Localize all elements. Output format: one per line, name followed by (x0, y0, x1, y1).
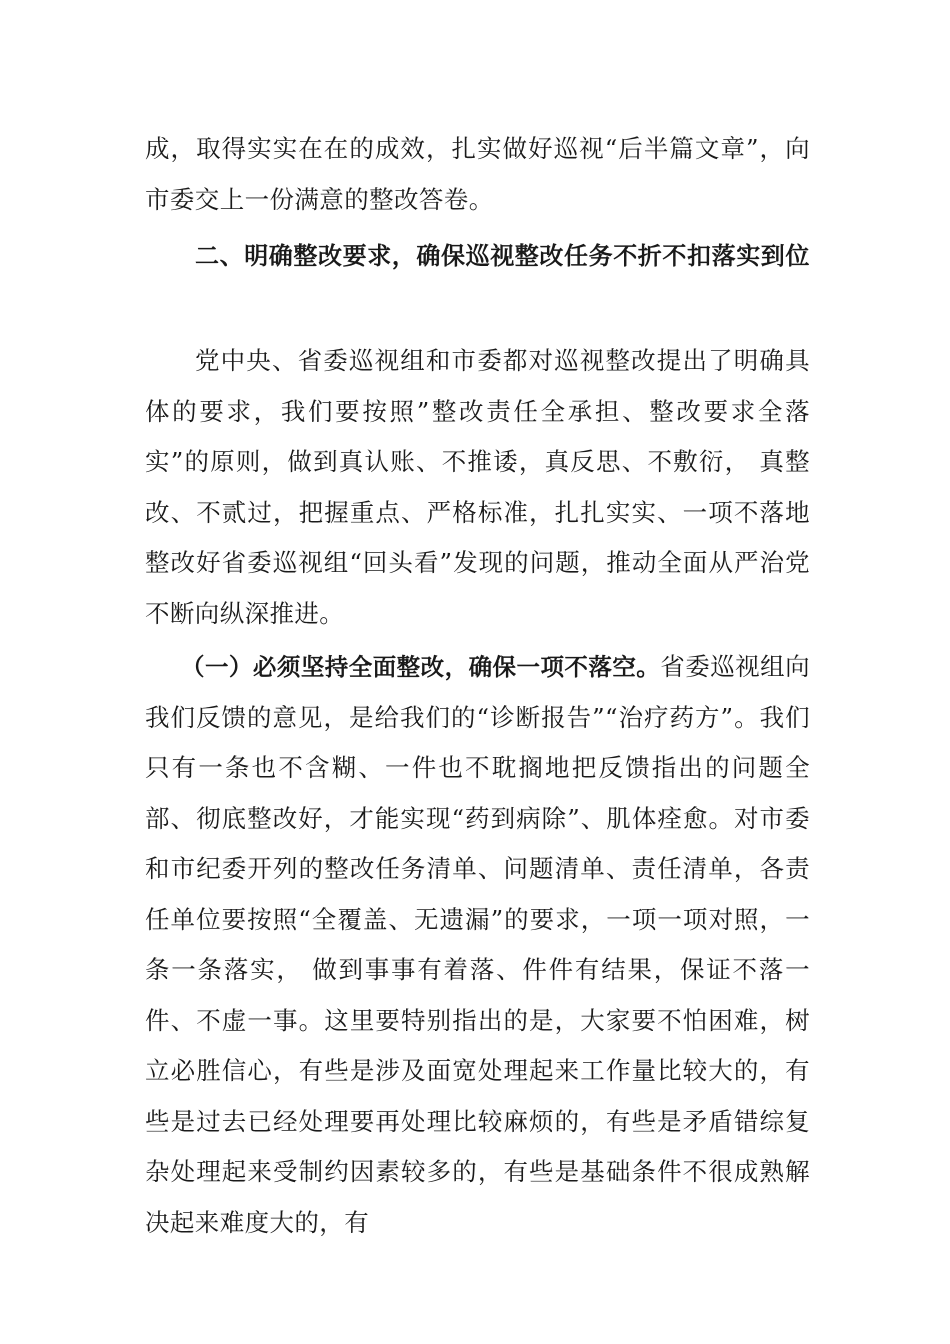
body-paragraph: 党中央、省委巡视组和市委都对巡视整改提出了明确具体的要求，我们要按照”整改责任全承担、整改要求全落实”的原则，做到真认账、不推诿，真反思、不敷衍， 真整改、不贰过，把握重点、严格标准，扎扎实实、一项不落地整改好省委巡视组“回头看”发现的问题，推动全面从严治党不断向纵深推进。 (145, 346, 810, 628)
subsection-body: 省委巡视组向我们反馈的意见，是给我们的“诊断报告”“治疗药方”。我们只有一条也不含糊、一件也不耽搁地把反馈指出的问题全部、彻底整改好，才能实现“药到病除”、肌体痊愈。对市委和市纪委开列的整改任务清单、问题清单、责任清单，各责任单位要按照“全覆盖、无遗漏”的要求，一项一项对照，一条一条落实， 做到事事有着落、件件有结果，保证不落一件、不虚一事。这里要特别指出的是，大家要不怕困难，树立必胜信心，有些是涉及面宽处理起来工作量比较大的，有些是过去已经处理要再处理比较麻烦的，有些是矛盾错综复杂处理起来受制约因素较多的，有些是基础条件不很成熟解决起来难度大的，有 (145, 652, 810, 1237)
subsection-lead: （一）必须坚持全面整改，确保一项不落空。 (181, 653, 661, 681)
section-heading: 二、明确整改要求，确保巡视整改任务不折不扣落实到位 (195, 242, 810, 270)
subsection-paragraph (145, 642, 810, 1248)
paragraph-continuation: 成，取得实实在在的成效，扎实做好巡视“后半篇文章”，向市委交上一份满意的整改答卷。 (145, 134, 810, 214)
